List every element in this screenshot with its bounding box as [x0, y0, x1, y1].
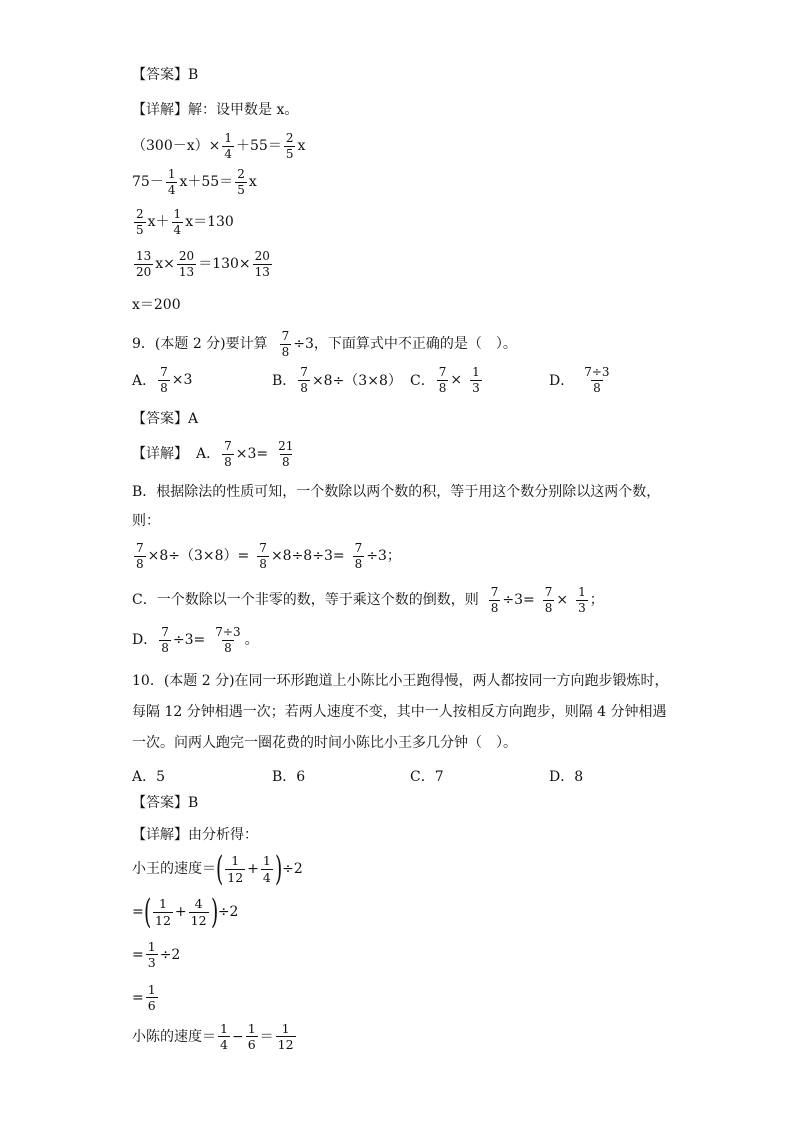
- numerator: 7÷3: [215, 625, 241, 639]
- option-label: B．: [272, 373, 297, 390]
- detail-text: =: [132, 946, 144, 963]
- q8-intro: 解：设甲数是 x。: [188, 102, 299, 118]
- numerator: 1: [147, 939, 156, 954]
- detail-text: ×8÷（3×8）=: [147, 548, 250, 565]
- fraction: [261, 854, 273, 883]
- q8-eq1: [132, 132, 305, 160]
- q9-detail-b-text: [132, 485, 660, 499]
- fraction: [582, 366, 611, 394]
- numerator: 7: [354, 541, 363, 555]
- numerator: 1: [224, 131, 232, 145]
- q9-option-a[interactable]: [132, 366, 192, 394]
- fraction: [470, 366, 482, 394]
- numerator: 1: [220, 1021, 228, 1036]
- question-text: ÷3，下面算式中不正确的是（ ）。: [293, 336, 517, 353]
- denominator: 12: [155, 912, 171, 928]
- answer-tag: 【答案】: [132, 411, 188, 427]
- denominator: 12: [227, 869, 244, 885]
- denominator: 12: [277, 1037, 294, 1053]
- eq-text: ＋55＝: [236, 138, 282, 155]
- option-label: A．: [132, 373, 157, 390]
- denominator: 12: [190, 912, 207, 928]
- detail-text: C．一个数除以一个非零的数，等于乘这个数的倒数，则: [132, 592, 479, 609]
- detail-text: ÷3=: [502, 592, 535, 609]
- fraction: [576, 586, 588, 614]
- eq-text: x×: [155, 256, 175, 273]
- detail-text: 。: [244, 632, 259, 649]
- fraction: [222, 132, 234, 160]
- detail-text: ÷2: [159, 946, 181, 963]
- q8-detail-line: [132, 103, 298, 117]
- q9-option-d[interactable]: [549, 366, 614, 394]
- q10-step-3: [132, 940, 180, 969]
- numerator: 7÷3: [584, 365, 610, 379]
- numerator: 13: [136, 249, 152, 263]
- numerator: 1: [231, 853, 240, 869]
- eq-text: x＝130: [185, 214, 234, 231]
- detail-text: =: [132, 904, 144, 920]
- q9-detail-c: [132, 586, 604, 614]
- q9-option-c[interactable]: [410, 366, 484, 394]
- fraction: [189, 897, 209, 926]
- fraction: [146, 940, 158, 969]
- fraction: [218, 1022, 230, 1051]
- fraction: [134, 542, 146, 570]
- eq-text: x＋: [147, 214, 170, 231]
- fraction: [134, 208, 146, 236]
- question-text: 一次。问两人跑完一圈花费的时间小陈比小王多几分钟（ ）。: [132, 735, 517, 751]
- detail-tag: 【详解】: [132, 102, 188, 118]
- eq-text: x: [297, 138, 306, 155]
- fraction: [222, 440, 234, 468]
- q10-option-d[interactable]: [549, 766, 583, 786]
- numerator: 2: [237, 167, 245, 181]
- denominator: 3: [472, 380, 480, 395]
- q9-stem: [132, 330, 517, 358]
- detail-text: 小王的速度＝: [132, 861, 216, 877]
- detail-text: =: [132, 989, 144, 1006]
- answer-tag: 【答案】: [132, 795, 188, 811]
- q10-step-4: [132, 983, 160, 1012]
- numerator: 7: [224, 439, 232, 453]
- numerator: 7: [160, 365, 168, 379]
- numerator: 7: [490, 585, 499, 599]
- fraction: [158, 366, 170, 394]
- q9-answer: A: [188, 411, 199, 427]
- q10-stem-3: [132, 736, 517, 750]
- fraction: [489, 586, 501, 614]
- fraction: [280, 330, 292, 358]
- denominator: 8: [161, 640, 169, 655]
- fraction: [235, 168, 247, 196]
- denominator: 6: [147, 998, 156, 1014]
- denominator: 8: [259, 556, 267, 571]
- detail-text: B．根据除法的性质可知，一个数除以两个数的积，等于用这个数分别除以这两个数，: [132, 484, 661, 500]
- fraction: [276, 1022, 296, 1051]
- denominator: 3: [147, 955, 156, 971]
- denominator: 8: [593, 380, 601, 395]
- q8-eq5: [132, 298, 181, 312]
- q9-detail-b-eq: [132, 542, 401, 570]
- question-text: 9．(本题 2 分)要计算: [132, 336, 268, 353]
- question-text: 10．(本题 2 分)在同一环形跑道上小陈比小王跑得慢，两人都按同一方向跑步锻炼时，: [132, 673, 669, 689]
- fraction: [166, 168, 178, 196]
- fraction: [253, 250, 272, 278]
- fraction: [437, 366, 449, 394]
- detail-text: ÷2: [282, 861, 303, 877]
- eq-text: （300－x）×: [132, 138, 221, 155]
- detail-text: +: [247, 861, 259, 877]
- detail-text: ×8÷8÷3=: [270, 548, 345, 565]
- numerator: 2: [136, 207, 144, 221]
- fraction: [225, 854, 245, 883]
- detail-text: −: [231, 1028, 244, 1045]
- fraction: [134, 250, 153, 278]
- fraction: [543, 586, 555, 614]
- denominator: 5: [237, 182, 245, 197]
- numerator: 20: [254, 249, 270, 263]
- denominator: 3: [578, 600, 586, 615]
- denominator: 4: [173, 222, 182, 237]
- fraction: [177, 250, 196, 278]
- denominator: 8: [438, 380, 447, 395]
- denominator: 8: [281, 454, 290, 469]
- fraction: [213, 626, 242, 654]
- eq-text: x＝200: [132, 297, 181, 313]
- numerator: 1: [147, 982, 156, 997]
- detail-text: ×3=: [235, 446, 269, 463]
- denominator: 13: [178, 264, 195, 279]
- detail-text: 小陈的速度＝: [132, 1028, 216, 1045]
- q10-step-2: [132, 892, 239, 932]
- option-label: C．: [410, 373, 435, 390]
- denominator: 8: [136, 556, 144, 571]
- numerator: 7: [259, 541, 267, 555]
- left-paren: (: [143, 892, 152, 932]
- numerator: 7: [544, 585, 553, 599]
- denominator: 8: [300, 380, 308, 395]
- denominator: 8: [160, 380, 168, 395]
- q10-answer-line: [132, 796, 198, 810]
- detail-text: A．: [196, 446, 221, 463]
- left-paren: (: [215, 849, 224, 889]
- answer-tag: 【答案】: [132, 67, 188, 83]
- q10-step-5: [132, 1022, 298, 1051]
- q8-answer: B: [188, 67, 199, 83]
- numerator: 4: [194, 896, 203, 912]
- option-text: ×8÷（3×8）: [311, 373, 402, 390]
- q9-detail-b-text2: [132, 514, 160, 528]
- denominator: 8: [281, 344, 290, 359]
- detail-tag: 【详解】: [132, 827, 188, 843]
- q8-answer-line: [132, 68, 198, 82]
- denominator: 4: [262, 869, 271, 885]
- q9-option-b[interactable]: [272, 366, 402, 394]
- denominator: 6: [247, 1037, 256, 1053]
- fraction: [246, 1022, 258, 1051]
- detail-text: ÷3=: [172, 632, 206, 649]
- numerator: 7: [136, 541, 144, 555]
- option-label: D．: [549, 373, 575, 390]
- right-paren: ): [274, 849, 283, 889]
- denominator: 8: [224, 454, 232, 469]
- denominator: 8: [354, 556, 363, 571]
- denominator: 13: [254, 264, 270, 279]
- numerator: 1: [472, 365, 480, 379]
- numerator: 7: [161, 625, 169, 639]
- numerator: 1: [281, 1021, 290, 1036]
- detail-text: D．: [132, 632, 158, 649]
- denominator: 4: [167, 182, 176, 197]
- fraction: [284, 132, 296, 160]
- q9-answer-line: [132, 412, 198, 426]
- fraction: [159, 626, 171, 654]
- option-text: ×3: [171, 372, 193, 389]
- option-text: ×: [450, 372, 463, 389]
- numerator: 1: [578, 585, 586, 599]
- q10-stem-1: [132, 674, 669, 688]
- detail-tag: 【详解】: [132, 446, 188, 463]
- option-text: A．5: [132, 769, 166, 785]
- q10-option-a[interactable]: [132, 766, 165, 786]
- detail-text: ×: [556, 592, 569, 609]
- denominator: 5: [285, 146, 294, 161]
- denominator: 4: [224, 146, 232, 161]
- detail-text: +: [174, 904, 187, 920]
- fraction: [146, 983, 158, 1012]
- eq-text: 75－: [132, 174, 164, 191]
- denominator: 5: [136, 222, 144, 237]
- option-text: C．7: [410, 769, 444, 785]
- eq-text: x＋55＝: [179, 174, 234, 191]
- numerator: 21: [278, 439, 294, 453]
- numerator: 20: [178, 249, 195, 263]
- fraction: [172, 208, 184, 236]
- denominator: 20: [136, 264, 152, 279]
- q8-eq2: [132, 168, 257, 196]
- q9-detail-d: [132, 626, 259, 654]
- fraction: [298, 366, 310, 394]
- denominator: 8: [224, 640, 232, 655]
- numerator: 1: [167, 167, 176, 181]
- option-text: D．8: [549, 769, 584, 785]
- option-text: B．6: [272, 769, 306, 785]
- q10-option-c[interactable]: [410, 766, 444, 786]
- numerator: 2: [285, 131, 294, 145]
- denominator: 8: [544, 600, 553, 615]
- detail-text: 由分析得：: [188, 827, 258, 843]
- detail-text: ÷2: [217, 904, 239, 920]
- q9-detail-a: [132, 440, 297, 468]
- numerator: 1: [173, 207, 182, 221]
- q10-option-b[interactable]: [272, 766, 305, 786]
- q10-step-1: [132, 849, 303, 889]
- numerator: 7: [438, 365, 447, 379]
- fraction: [353, 542, 365, 570]
- q8-eq4: [132, 250, 274, 278]
- eq-text: x: [248, 174, 257, 191]
- denominator: 8: [490, 600, 499, 615]
- right-paren: ): [210, 892, 218, 932]
- detail-text: 则：: [132, 513, 160, 529]
- q10-detail-line: [132, 828, 258, 842]
- numerator: 7: [281, 329, 290, 343]
- q8-eq3: [132, 208, 234, 236]
- numerator: 1: [158, 896, 167, 912]
- numerator: 7: [300, 365, 308, 379]
- question-text: 每隔 12 分钟相遇一次；若两人速度不变，其中一人按相反方向跑步，则隔 4 分钟相遇: [132, 704, 667, 720]
- q10-stem-2: [132, 705, 667, 719]
- fraction: [276, 440, 295, 468]
- numerator: 1: [262, 853, 271, 869]
- q10-answer: B: [188, 795, 199, 811]
- fraction: [153, 897, 173, 926]
- detail-text: ÷3；: [366, 548, 401, 565]
- numerator: 1: [247, 1021, 256, 1036]
- detail-text: ；: [589, 592, 604, 609]
- denominator: 4: [220, 1037, 228, 1053]
- detail-text: ＝: [259, 1028, 274, 1045]
- eq-text: ＝130×: [198, 256, 251, 273]
- fraction: [257, 542, 269, 570]
